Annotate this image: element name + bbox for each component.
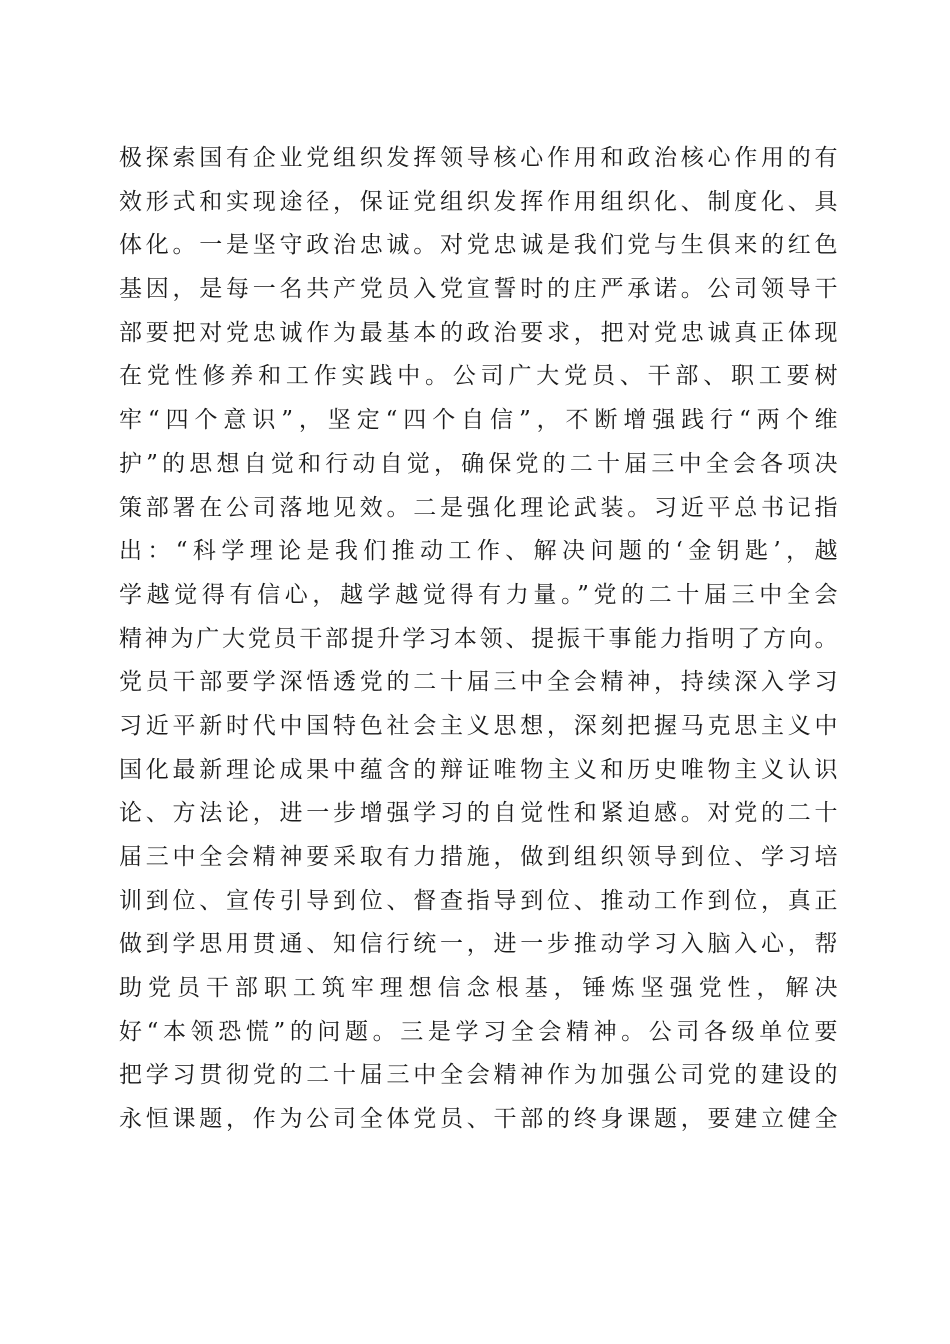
document-body [119, 137, 839, 1142]
text-line: 学越觉得有信心，越学越觉得有力量。”党的二十届三中全会 [119, 581, 839, 608]
text-line: 策部署在公司落地见效。二是强化理论武装。习近平总书记指 [119, 494, 839, 521]
text-line: 国化最新理论成果中蕴含的辩证唯物主义和历史唯物主义认识 [119, 756, 839, 783]
text-line: 极探索国有企业党组织发挥领导核心作用和政治核心作用的有 [119, 145, 839, 171]
text-line: 效形式和实现途径，保证党组织发挥作用组织化、制度化、具 [119, 188, 839, 215]
text-line: 把学习贯彻党的二十届三中全会精神作为加强公司党的建设的 [119, 1062, 839, 1089]
text-line: 做到学思用贯通、知信行统一，进一步推动学习入脑入心，帮 [119, 931, 839, 958]
text-line: 训到位、宣传引导到位、督查指导到位、推动工作到位，真正 [119, 887, 839, 914]
text-line: 出：“科学理论是我们推动工作、解决问题的‘金钥匙’，越 [119, 538, 839, 565]
text-line: 护”的思想自觉和行动自觉，确保党的二十届三中全会各项决 [119, 450, 839, 477]
text-line: 在党性修养和工作实践中。公司广大党员、干部、职工要树 [119, 363, 839, 390]
text-line: 助党员干部职工筑牢理想信念根基，锤炼坚强党性，解决 [119, 975, 839, 1002]
text-line: 论、方法论，进一步增强学习的自觉性和紧迫感。对党的二十 [119, 800, 839, 827]
text-line: 届三中全会精神要采取有力措施，做到组织领导到位、学习培 [119, 844, 839, 870]
text-line: 精神为广大党员干部提升学习本领、提振干事能力指明了方向。 [119, 625, 839, 652]
text-line: 基因，是每一名共产党员入党宣誓时的庄严承诺。公司领导干 [119, 276, 839, 303]
text-line: 牢“四个意识”，坚定“四个自信”，不断增强践行“两个维 [119, 407, 839, 434]
text-line: 好“本领恐慌”的问题。三是学习全会精神。公司各级单位要 [119, 1018, 839, 1045]
text-line: 体化。一是坚守政治忠诚。对党忠诚是我们党与生俱来的红色 [119, 232, 839, 259]
text-line: 习近平新时代中国特色社会主义思想，深刻把握马克思主义中 [119, 712, 839, 739]
text-line: 部要把对党忠诚作为最基本的政治要求，把对党忠诚真正体现 [119, 319, 839, 346]
text-line: 党员干部要学深悟透党的二十届三中全会精神，持续深入学习 [119, 669, 839, 696]
text-line: 永恒课题，作为公司全体党员、干部的终身课题，要建立健全 [119, 1106, 839, 1133]
